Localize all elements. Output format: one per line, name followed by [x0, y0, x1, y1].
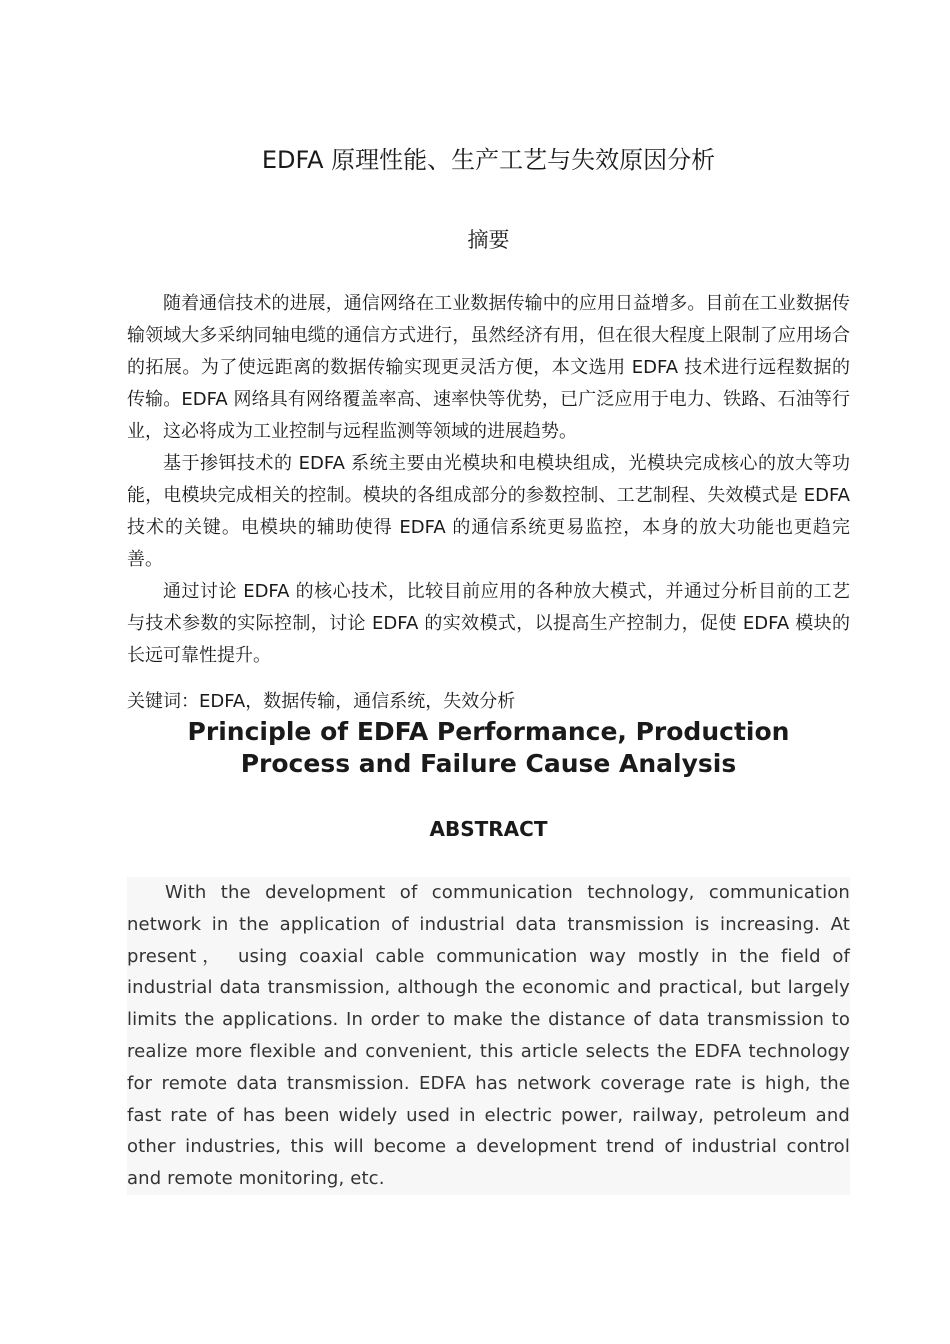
- chinese-paragraph: 基于掺铒技术的 EDFA 系统主要由光模块和电模块组成，光模块完成核心的放大等功能，电模块完成相关的控制。模块的各组成部分的参数控制、工艺制程、失效模式是 EDFA 技术的关键。电模块的辅助使得 EDFA 的通信系统更易监控，本身的放大功能也更趋完善。: [127, 453, 850, 570]
- chinese-abstract-body: [127, 288, 850, 672]
- english-title: [127, 716, 850, 780]
- chinese-paragraph: 通过讨论 EDFA 的核心技术，比较目前应用的各种放大模式，并通过分析目前的工艺与技术参数的实际控制，讨论 EDFA 的实效模式，以提高生产控制力，促使 EDFA 模块的长远可靠性提升。: [127, 581, 850, 666]
- chinese-paragraph: 随着通信技术的进展，通信网络在工业数据传输中的应用日益增多。目前在工业数据传输领域大多采纳同轴电缆的通信方式进行，虽然经济有用，但在很大程度上限制了应用场合的拓展。为了使远距离的数据传输实现更灵活方便，本文选用 EDFA 技术进行远程数据的传输。EDFA 网络具有网络覆盖率高、速率快等优势，已广泛应用于电力、铁路、石油等行业，这必将成为工业控制与远程监测等领域的进展趋势。: [127, 293, 850, 442]
- english-title-line: Process and Failure Cause Analysis: [240, 749, 737, 778]
- chinese-abstract-heading: 摘要: [467, 228, 510, 252]
- chinese-title: EDFA 原理性能、生产工艺与失效原因分析: [261, 146, 716, 174]
- english-paragraph: With the development of communication technology, communication network in the application of industrial data transmission is increasing. At present， using coaxial cable communication way mostly in the field of industrial data transmission, although the economic and practical, but largely limits the applications. In order to make the distance of data transmission to realize more flexible and convenient, this article selects the EDFA technology for remote data transmission. EDFA has network coverage rate is high, the fast rate of has been widely used in electric power, railway, petroleum and other industries, this will become a development trend of industrial control and remote monitoring, etc.: [127, 882, 850, 1190]
- english-abstract-heading: ABSTRACT: [429, 817, 548, 841]
- chinese-keywords: 关键词：EDFA，数据传输，通信系统，失效分析: [127, 691, 516, 712]
- english-title-line: Principle of EDFA Performance, Production: [187, 717, 790, 746]
- english-abstract-body: [127, 877, 850, 1195]
